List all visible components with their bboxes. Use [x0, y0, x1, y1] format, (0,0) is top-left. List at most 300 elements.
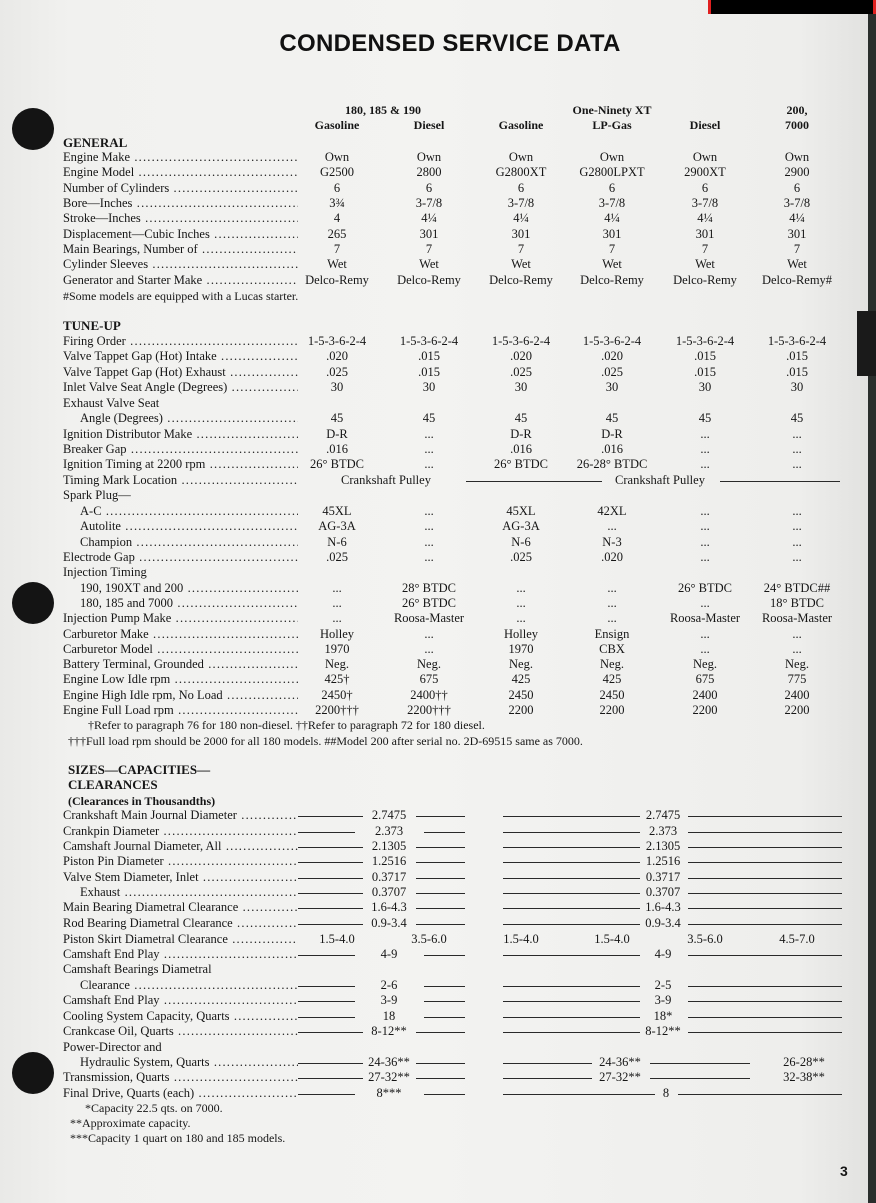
dash-rule — [688, 986, 842, 987]
cell-value: 26° BTDC — [678, 581, 732, 595]
cell-value: ... — [332, 611, 342, 625]
cell-value: Neg. — [509, 657, 533, 671]
row-label: Rod Bearing Diametral Clearance ..... — [63, 916, 298, 931]
cell-value: Holley — [503, 627, 539, 641]
cell-value: 30 — [698, 380, 712, 394]
cell-value: ... — [700, 427, 710, 441]
cell-value: 7 — [793, 242, 801, 256]
cell-value: Delco-Remy — [580, 273, 644, 287]
dash-rule — [688, 908, 842, 909]
cell-value: 26-28° BTDC — [576, 457, 648, 471]
cell-value: 3-7/8 — [598, 196, 626, 210]
footnote: *Capacity 22.5 qts. on 7000. — [85, 1101, 223, 1115]
cell-value: ... — [424, 504, 434, 518]
section-heading-clearances: CLEARANCES — [68, 777, 158, 792]
dash-rule — [416, 847, 465, 848]
cell-value: 2450 — [508, 688, 534, 702]
cell-value: 675 — [695, 672, 715, 686]
cell-value: N-3 — [602, 535, 622, 549]
row-label: Displacement—Cubic Inches ..... — [63, 227, 298, 242]
cell-value: 2200 — [784, 703, 810, 717]
cell-value: 2450 — [599, 688, 625, 702]
cell-value: N-6 — [511, 535, 531, 549]
dash-rule — [416, 924, 465, 925]
dash-rule — [688, 955, 842, 956]
dash-rule — [424, 1017, 465, 1018]
cell-value: D-R — [601, 427, 623, 441]
dash-rule — [688, 878, 842, 879]
cell-value: ... — [424, 427, 434, 441]
row-label: Camshaft Journal Diameter, All ..... — [63, 839, 298, 854]
dash-rule — [416, 893, 465, 894]
dash-rule — [688, 1032, 842, 1033]
cell-value: .025 — [510, 365, 532, 379]
cell-value: Delco-Remy — [305, 273, 369, 287]
cell-value: ... — [792, 535, 802, 549]
row-label: Engine Full Load rpm ..... — [63, 703, 298, 718]
col-group-xt: One-Ninety XT — [572, 103, 652, 117]
cell-value: 4¼ — [789, 211, 805, 225]
cell-value: Neg. — [417, 657, 441, 671]
cell-value: 7 — [333, 242, 341, 256]
row-label: Piston Pin Diameter ..... — [63, 854, 298, 869]
cell-value: 301 — [511, 227, 531, 241]
row-label: Crankshaft Main Journal Diameter ..... — [63, 808, 298, 823]
cell-value: 4¼ — [421, 211, 437, 225]
cell-value: G2500 — [319, 165, 355, 179]
cell-value: 3¾ — [329, 196, 345, 210]
cell-value: ... — [516, 596, 526, 610]
row-label: Autolite ..... — [80, 519, 298, 534]
cell-value: Neg. — [325, 657, 349, 671]
cell-value: 27-32** — [368, 1070, 410, 1084]
cell-value: 26-28** — [783, 1055, 825, 1069]
cell-value: .015 — [418, 349, 440, 363]
row-label: A-C ..... — [80, 504, 298, 519]
cell-value: .015 — [694, 349, 716, 363]
row-label: Ignition Timing at 2200 rpm ..... — [63, 457, 298, 472]
row-label: 180, 185 and 7000 ..... — [80, 596, 298, 611]
cell-value: 42XL — [597, 504, 627, 518]
cell-value: 45 — [330, 411, 344, 425]
dash-rule — [466, 481, 602, 482]
row-label: Valve Tappet Gap (Hot) Exhaust ..... — [63, 365, 298, 380]
cell-value: Delco-Remy — [673, 273, 737, 287]
cell-value: 3-7/8 — [691, 196, 719, 210]
footnote: #Some models are equipped with a Lucas starter. — [63, 289, 299, 303]
col-group-180: 180, 185 & 190 — [345, 103, 421, 117]
cell-value: 6 — [425, 181, 433, 195]
cell-value: ... — [792, 442, 802, 456]
binder-hole-icon — [12, 582, 54, 624]
cell-value: ... — [700, 642, 710, 656]
col-header: Diesel — [689, 118, 721, 132]
cell-value: Own — [416, 150, 442, 164]
cell-value: .016 — [510, 442, 532, 456]
dash-rule — [720, 481, 840, 482]
cell-value: 2.1305 — [645, 839, 681, 853]
cell-value: 1-5-3-6-2-4 — [491, 334, 551, 348]
cell-value: 45XL — [322, 504, 352, 518]
dash-rule — [424, 1001, 465, 1002]
row-label: Main Bearing Diametral Clearance ..... — [63, 900, 298, 915]
binder-hole-icon — [12, 1052, 54, 1094]
cell-value: 32-38** — [783, 1070, 825, 1084]
dash-rule — [424, 832, 465, 833]
cell-value: 2400 — [692, 688, 718, 702]
cell-value: Own — [692, 150, 718, 164]
col-group-200: 200, — [786, 103, 808, 117]
col-header: Gasoline — [498, 118, 544, 132]
cell-value: 2800 — [416, 165, 442, 179]
cell-value: 18* — [653, 1009, 673, 1023]
cell-value: ... — [700, 519, 710, 533]
cell-value: 3-9 — [380, 993, 398, 1007]
cell-value: 1.2516 — [645, 854, 681, 868]
row-label: Generator and Starter Make ..... — [63, 273, 298, 288]
cell-value: Wet — [419, 257, 439, 271]
cell-value: 4-9 — [654, 947, 672, 961]
cell-value: 3-9 — [654, 993, 672, 1007]
cell-value: ... — [424, 642, 434, 656]
cell-value: 18 — [382, 1009, 396, 1023]
row-label: Final Drive, Quarts (each) ..... — [63, 1086, 298, 1101]
page-title: CONDENSED SERVICE DATA — [279, 30, 621, 57]
cell-value: 1.5-4.0 — [503, 932, 539, 946]
cell-value: 425 — [511, 672, 531, 686]
dash-rule — [650, 1078, 750, 1079]
cell-value: N-6 — [327, 535, 347, 549]
cell-value: ... — [516, 581, 526, 595]
dash-rule — [416, 878, 465, 879]
cell-value: 27-32** — [599, 1070, 641, 1084]
cell-value: 0.3707 — [371, 885, 407, 899]
cell-value: ... — [700, 504, 710, 518]
row-label: Bore—Inches ..... — [63, 196, 298, 211]
cell-value: 3-7/8 — [507, 196, 535, 210]
cell-value: 24° BTDC## — [763, 581, 831, 595]
dash-rule — [688, 847, 842, 848]
cell-value: ... — [424, 627, 434, 641]
row-label: Injection Timing — [63, 565, 147, 579]
cell-value: AG-3A — [502, 519, 540, 533]
row-label: Breaker Gap ..... — [63, 442, 298, 457]
section-tab-marker — [857, 311, 876, 376]
cell-value: 2200 — [599, 703, 625, 717]
cell-value: .020 — [510, 349, 532, 363]
cell-value: ... — [607, 596, 617, 610]
cell-value: ... — [332, 581, 342, 595]
cell-value: ... — [516, 611, 526, 625]
footnote: ***Capacity 1 quart on 180 and 185 models. — [70, 1131, 286, 1145]
cell-value: ... — [424, 535, 434, 549]
cell-value: ... — [332, 596, 342, 610]
dash-rule — [688, 816, 842, 817]
dash-rule — [416, 1078, 465, 1079]
cell-value: ... — [424, 519, 434, 533]
cell-value: Wet — [602, 257, 622, 271]
cell-value: Roosa-Master — [761, 611, 833, 625]
row-label: Clearance ..... — [80, 978, 298, 993]
cell-value: Roosa-Master — [669, 611, 741, 625]
cell-value: 1970 — [324, 642, 350, 656]
cell-value: 6 — [517, 181, 525, 195]
cell-value: 1-5-3-6-2-4 — [767, 334, 827, 348]
cell-value: ... — [607, 519, 617, 533]
cell-value: Holley — [319, 627, 355, 641]
row-label: Timing Mark Location ..... — [63, 473, 298, 488]
cell-value: 425† — [324, 672, 350, 686]
row-label: Crankcase Oil, Quarts ..... — [63, 1024, 298, 1039]
cell-value: 45 — [698, 411, 712, 425]
page-edge — [868, 14, 876, 1203]
cell-value: 2200 — [508, 703, 534, 717]
section-heading-general: GENERAL — [63, 135, 128, 150]
cell-value: 4.5-7.0 — [779, 932, 815, 946]
row-label: Battery Terminal, Grounded ..... — [63, 657, 298, 672]
cell-value: 45 — [514, 411, 528, 425]
cell-value: 301 — [787, 227, 807, 241]
cell-value: Delco-Remy — [489, 273, 553, 287]
cell-value: Roosa-Master — [393, 611, 465, 625]
cell-value: Crankshaft Pulley — [341, 473, 431, 487]
cell-value: D-R — [326, 427, 348, 441]
cell-value: Ensign — [594, 627, 630, 641]
cell-value: 2200††† — [315, 703, 359, 717]
cell-value: 4¼ — [604, 211, 620, 225]
row-label: Cylinder Sleeves ..... — [63, 257, 298, 272]
cell-value: 8*** — [376, 1086, 402, 1100]
cell-value: Wet — [327, 257, 347, 271]
dash-rule — [688, 1017, 842, 1018]
col-header: LP-Gas — [592, 118, 632, 132]
cell-value: 1-5-3-6-2-4 — [399, 334, 459, 348]
cell-value: 6 — [793, 181, 801, 195]
dash-rule — [416, 908, 465, 909]
cell-value: 30 — [790, 380, 804, 394]
row-label: Transmission, Quarts ..... — [63, 1070, 298, 1085]
cell-value: 1.2516 — [371, 854, 407, 868]
section-heading-sizes: SIZES—CAPACITIES— — [68, 762, 211, 777]
cell-value: .020 — [601, 550, 623, 564]
cell-value: 4 — [333, 211, 341, 225]
dash-rule — [424, 955, 465, 956]
row-label: Engine Make ..... — [63, 150, 298, 165]
cell-value: G2800XT — [495, 165, 547, 179]
cell-value: ... — [424, 550, 434, 564]
row-label: Valve Tappet Gap (Hot) Intake ..... — [63, 349, 298, 364]
row-label: Camshaft End Play ..... — [63, 993, 298, 1008]
row-label: Injection Pump Make ..... — [63, 611, 298, 626]
page-number: 3 — [840, 1163, 848, 1179]
cell-value: 2.373 — [648, 824, 678, 838]
cell-value: 2200 — [692, 703, 718, 717]
cell-value: 30 — [514, 380, 528, 394]
cell-value: .025 — [326, 365, 348, 379]
cell-value: 45 — [422, 411, 436, 425]
cell-value: Neg. — [785, 657, 809, 671]
cell-value: ... — [792, 627, 802, 641]
cell-value: Crankshaft Pulley — [615, 473, 705, 487]
row-label: Camshaft End Play ..... — [63, 947, 298, 962]
cell-value: 28° BTDC — [402, 581, 456, 595]
row-label: Electrode Gap ..... — [63, 550, 298, 565]
cell-value: 24-36** — [368, 1055, 410, 1069]
cell-value: D-R — [510, 427, 532, 441]
cell-value: 26° BTDC — [310, 457, 364, 471]
dash-rule — [650, 1063, 750, 1064]
row-label: Hydraulic System, Quarts ..... — [80, 1055, 298, 1070]
cell-value: 0.3717 — [645, 870, 681, 884]
cell-value: ... — [792, 504, 802, 518]
scan-top-bar — [708, 0, 876, 14]
cell-value: Own — [784, 150, 810, 164]
cell-value: ... — [700, 596, 710, 610]
dash-rule — [424, 1094, 465, 1095]
cell-value: 3.5-6.0 — [687, 932, 723, 946]
cell-value: 7 — [608, 242, 616, 256]
cell-value: ... — [607, 581, 617, 595]
cell-value: 2200††† — [407, 703, 451, 717]
cell-value: 6 — [701, 181, 709, 195]
cell-value: 425 — [602, 672, 622, 686]
cell-value: ... — [792, 427, 802, 441]
cell-value: 3-7/8 — [415, 196, 443, 210]
cell-value: Wet — [787, 257, 807, 271]
dash-rule — [416, 862, 465, 863]
cell-value: ... — [700, 535, 710, 549]
cell-value: ... — [792, 457, 802, 471]
cell-value: 2-6 — [380, 978, 398, 992]
cell-value: Wet — [511, 257, 531, 271]
dash-rule — [688, 924, 842, 925]
cell-value: 3-7/8 — [783, 196, 811, 210]
cell-value: 2450† — [321, 688, 353, 702]
cell-value: 30 — [422, 380, 436, 394]
cell-value: 8-12** — [645, 1024, 681, 1038]
row-label: Champion ..... — [80, 535, 298, 550]
cell-value: 45 — [605, 411, 619, 425]
row-label: Ignition Distributor Make ..... — [63, 427, 298, 442]
row-label: Main Bearings, Number of ..... — [63, 242, 298, 257]
cell-value: .025 — [510, 550, 532, 564]
cell-value: 1.5-4.0 — [319, 932, 355, 946]
row-label: Camshaft Bearings Diametral — [63, 962, 212, 976]
cell-value: 0.9-3.4 — [371, 916, 407, 930]
cell-value: 26° BTDC — [402, 596, 456, 610]
cell-value: ... — [700, 457, 710, 471]
row-label: Power-Director and — [63, 1040, 162, 1054]
cell-value: 7 — [517, 242, 525, 256]
section-subheading: (Clearances in Thousandths) — [68, 794, 216, 808]
cell-value: ... — [700, 627, 710, 641]
cell-value: 2.373 — [374, 824, 404, 838]
cell-value: 301 — [602, 227, 622, 241]
row-label: Valve Stem Diameter, Inlet ..... — [63, 870, 298, 885]
cell-value: ... — [792, 550, 802, 564]
cell-value: 2400†† — [410, 688, 448, 702]
col-header: Diesel — [413, 118, 445, 132]
cell-value: 301 — [419, 227, 439, 241]
cell-value: Wet — [695, 257, 715, 271]
cell-value: Own — [508, 150, 534, 164]
cell-value: ... — [792, 642, 802, 656]
cell-value: ... — [607, 611, 617, 625]
cell-value: 1-5-3-6-2-4 — [675, 334, 735, 348]
cell-value: Own — [324, 150, 350, 164]
cell-value: ... — [424, 457, 434, 471]
row-label: Number of Cylinders ..... — [63, 181, 298, 196]
cell-value: 2.7475 — [645, 808, 681, 822]
dash-rule — [424, 986, 465, 987]
cell-value: .025 — [326, 550, 348, 564]
cell-value: 2400 — [784, 688, 810, 702]
cell-value: 45XL — [506, 504, 536, 518]
cell-value: .016 — [326, 442, 348, 456]
cell-value: 18° BTDC — [770, 596, 824, 610]
cell-value: 301 — [695, 227, 715, 241]
footnote: †††Full load rpm should be 2000 for all 180 models. ##Model 200 after serial no. 2D-69515 same as 7000. — [68, 734, 583, 748]
row-label: Crankpin Diameter ..... — [63, 824, 298, 839]
section-heading-tuneup: TUNE-UP — [63, 318, 121, 333]
col-header: Gasoline — [314, 118, 360, 132]
dash-rule — [688, 832, 842, 833]
cell-value: 1-5-3-6-2-4 — [582, 334, 642, 348]
cell-value: Neg. — [693, 657, 717, 671]
dash-rule — [688, 862, 842, 863]
row-label: Engine High Idle rpm, No Load ..... — [63, 688, 298, 703]
cell-value: 0.3717 — [371, 870, 407, 884]
cell-value: 1-5-3-6-2-4 — [307, 334, 367, 348]
cell-value: .020 — [601, 349, 623, 363]
cell-value: 2.7475 — [371, 808, 407, 822]
cell-value: 1.6-4.3 — [645, 900, 681, 914]
cell-value: 2900 — [784, 165, 810, 179]
cell-value: 4¼ — [697, 211, 713, 225]
dash-rule — [416, 816, 465, 817]
cell-value: 8-12** — [371, 1024, 407, 1038]
cell-value: 6 — [608, 181, 616, 195]
footnote: **Approximate capacity. — [70, 1116, 191, 1130]
row-label: Carburetor Make ..... — [63, 627, 298, 642]
cell-value: 1.6-4.3 — [371, 900, 407, 914]
cell-value: 7 — [425, 242, 433, 256]
cell-value: 8 — [662, 1086, 670, 1100]
cell-value: 265 — [327, 227, 347, 241]
row-label: Carburetor Model ..... — [63, 642, 298, 657]
cell-value: 3.5-6.0 — [411, 932, 447, 946]
cell-value: 2-5 — [654, 978, 672, 992]
cell-value: 0.3707 — [645, 885, 681, 899]
cell-value: 45 — [790, 411, 804, 425]
row-label: Stroke—Inches ..... — [63, 211, 298, 226]
dash-rule — [678, 1094, 842, 1095]
cell-value: 0.9-3.4 — [645, 916, 681, 930]
cell-value: ... — [700, 442, 710, 456]
row-label: Piston Skirt Diametral Clearance ..... — [63, 932, 298, 947]
cell-value: 26° BTDC — [494, 457, 548, 471]
row-label: Exhaust ..... — [80, 885, 298, 900]
cell-value: 30 — [330, 380, 344, 394]
cell-value: 775 — [787, 672, 807, 686]
cell-value: 7 — [701, 242, 709, 256]
cell-value: ... — [792, 519, 802, 533]
row-label: Engine Low Idle rpm ..... — [63, 672, 298, 687]
cell-value: .015 — [418, 365, 440, 379]
cell-value: .025 — [601, 365, 623, 379]
row-label: Engine Model ..... — [63, 165, 298, 180]
col-header: 7000 — [785, 118, 809, 132]
